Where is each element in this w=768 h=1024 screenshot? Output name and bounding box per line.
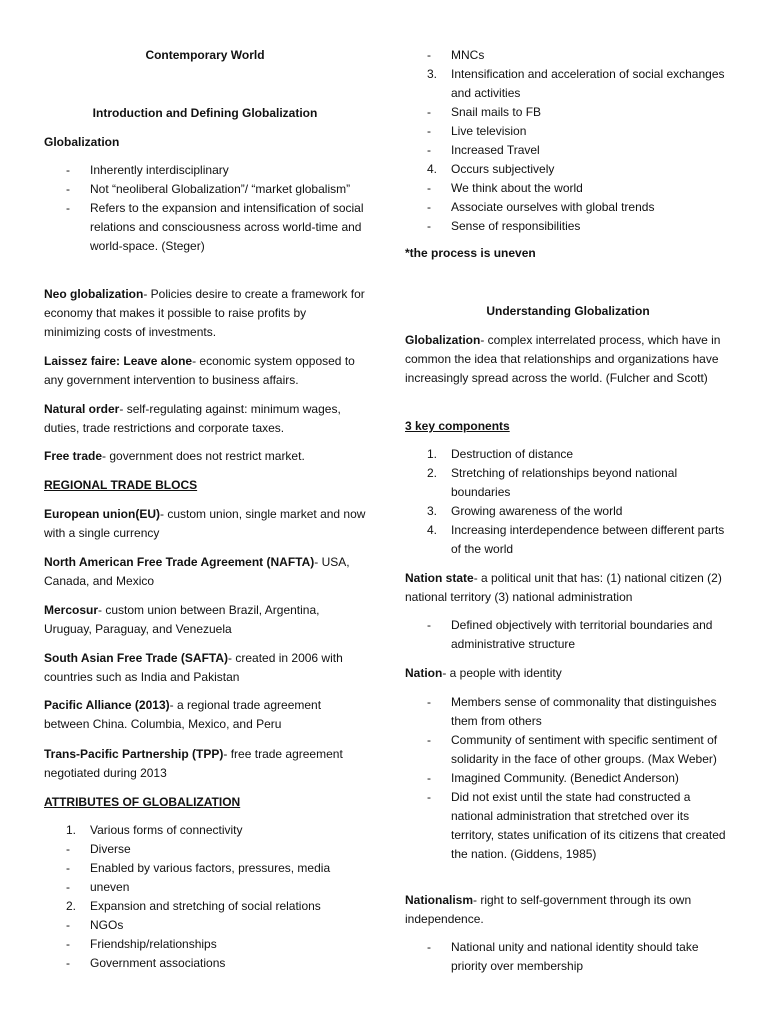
list-item: - Defined objectively with territorial boundaries and administrative structure: [427, 618, 713, 651]
section-title: Introduction and Defining Globalization: [92, 106, 318, 120]
safta-definition: South Asian Free Trade (SAFTA)- created in 2006 with countries such as India and Pakistan: [44, 651, 343, 684]
free-trade-definition: Free trade- government does not restrict market.: [44, 449, 305, 463]
list-item: - Imagined Community. (Benedict Anderson): [427, 771, 679, 785]
tpp-definition: Trans-Pacific Partnership (TPP)- free trade agreement negotiated during 2013: [44, 747, 343, 780]
nationalism-list: [405, 938, 731, 976]
nation-definition: Nation- a people with identity: [405, 666, 562, 680]
uneven-note: *the process is uneven: [405, 246, 536, 260]
nation-state-definition: Nation state- a political unit that has: (1) national citizen (2) national territory (3) national administration: [405, 571, 722, 604]
list-item: - Government associations: [66, 956, 226, 970]
list-item: 1. Various forms of connectivity: [66, 823, 243, 837]
nation-list: [405, 693, 731, 864]
list-item: - Community of sentiment with specific sentiment of solidarity in the face of other groups. (Max Weber): [427, 733, 718, 766]
document-title: Contemporary World: [145, 48, 265, 62]
list-item: - Diverse: [66, 842, 131, 856]
attributes-continued-list: [405, 46, 731, 236]
neo-term: Neo globalization: [44, 287, 144, 301]
attributes-list: [44, 821, 366, 973]
list-item: - We think about the world: [427, 181, 583, 195]
key-components-heading: 3 key components: [405, 419, 510, 433]
trade-blocs-heading: REGIONAL TRADE BLOCS: [44, 478, 198, 492]
list-item: - Associate ourselves with global trends: [427, 200, 655, 214]
list-item: 4. Occurs subjectively: [427, 162, 555, 176]
neo-globalization-definition: Neo globalization- Policies desire to create a framework for economy that makes it possible to raise profits by minimizing costs of investments.: [44, 287, 365, 339]
list-item: - Refers to the expansion and intensification of social relations and consciousness across world-time and world-space. (Steger): [66, 201, 364, 253]
laissez-term: Laissez faire: Leave alone: [44, 354, 193, 368]
nation-state-list: [405, 616, 731, 654]
list-item: - MNCs: [427, 48, 485, 62]
globalization-heading: Globalization: [44, 135, 120, 149]
list-item: - NGOs: [66, 918, 124, 932]
list-item: - Sense of responsibilities: [427, 219, 581, 233]
nafta-definition: North American Free Trade Agreement (NAFTA)- USA, Canada, and Mexico: [44, 555, 350, 588]
list-item: 4. Increasing interdependence between different parts of the world: [427, 523, 725, 556]
free-term: Free trade: [44, 449, 103, 463]
list-item: - uneven: [66, 880, 130, 894]
list-item: 3. Growing awareness of the world: [427, 504, 623, 518]
list-item: 1. Destruction of distance: [427, 447, 574, 461]
list-item: - National unity and national identity should take priority over membership: [427, 940, 699, 973]
key-components-list: [405, 445, 731, 559]
list-item: - Inherently interdisciplinary: [66, 163, 229, 177]
list-item: - Increased Travel: [427, 143, 540, 157]
globalization-list: [44, 161, 366, 256]
globalization-definition: Globalization- complex interrelated process, which have in common the idea that relationships and organizations have increasingly spread across the world. (Fulcher and Scott): [405, 333, 721, 385]
list-item: 2. Expansion and stretching of social relations: [66, 899, 321, 913]
list-item: 3. Intensification and acceleration of social exchanges and activities: [427, 67, 725, 100]
mercosur-definition: Mercosur- custom union between Brazil, Argentina, Uruguay, Paraguay, and Venezuela: [44, 603, 320, 636]
list-item: - Snail mails to FB: [427, 105, 542, 119]
nationalism-definition: Nationalism- right to self-government through its own independence.: [405, 893, 692, 926]
pacific-alliance-definition: Pacific Alliance (2013)- a regional trade agreement between China. Columbia, Mexico, and Peru: [44, 698, 322, 731]
natural-order-definition: Natural order- self-regulating against: minimum wages, duties, trade restrictions and corporate taxes.: [44, 402, 341, 435]
natural-term: Natural order: [44, 402, 120, 416]
understanding-title: Understanding Globalization: [486, 304, 650, 318]
attributes-heading: ATTRIBUTES OF GLOBALIZATION: [44, 795, 241, 809]
list-item: 2. Stretching of relationships beyond national boundaries: [427, 466, 678, 499]
list-item: - Did not exist until the state had constructed a national administration that stretched over its territory, states unification of its citizens that created the nation. (Giddens, 1985): [427, 790, 726, 861]
list-item: - Members sense of commonality that distinguishes them from others: [427, 695, 717, 728]
laissez-faire-definition: Laissez faire: Leave alone- economic system opposed to any government intervention to business affairs.: [44, 354, 355, 387]
eu-definition: European union(EU)- custom union, single market and now with a single currency: [44, 507, 366, 540]
list-item: - Enabled by various factors, pressures, media: [66, 861, 331, 875]
list-item: - Live television: [427, 124, 527, 138]
list-item: - Friendship/relationships: [66, 937, 217, 951]
list-item: - Not “neoliberal Globalization”/ “market globalism”: [66, 182, 351, 196]
